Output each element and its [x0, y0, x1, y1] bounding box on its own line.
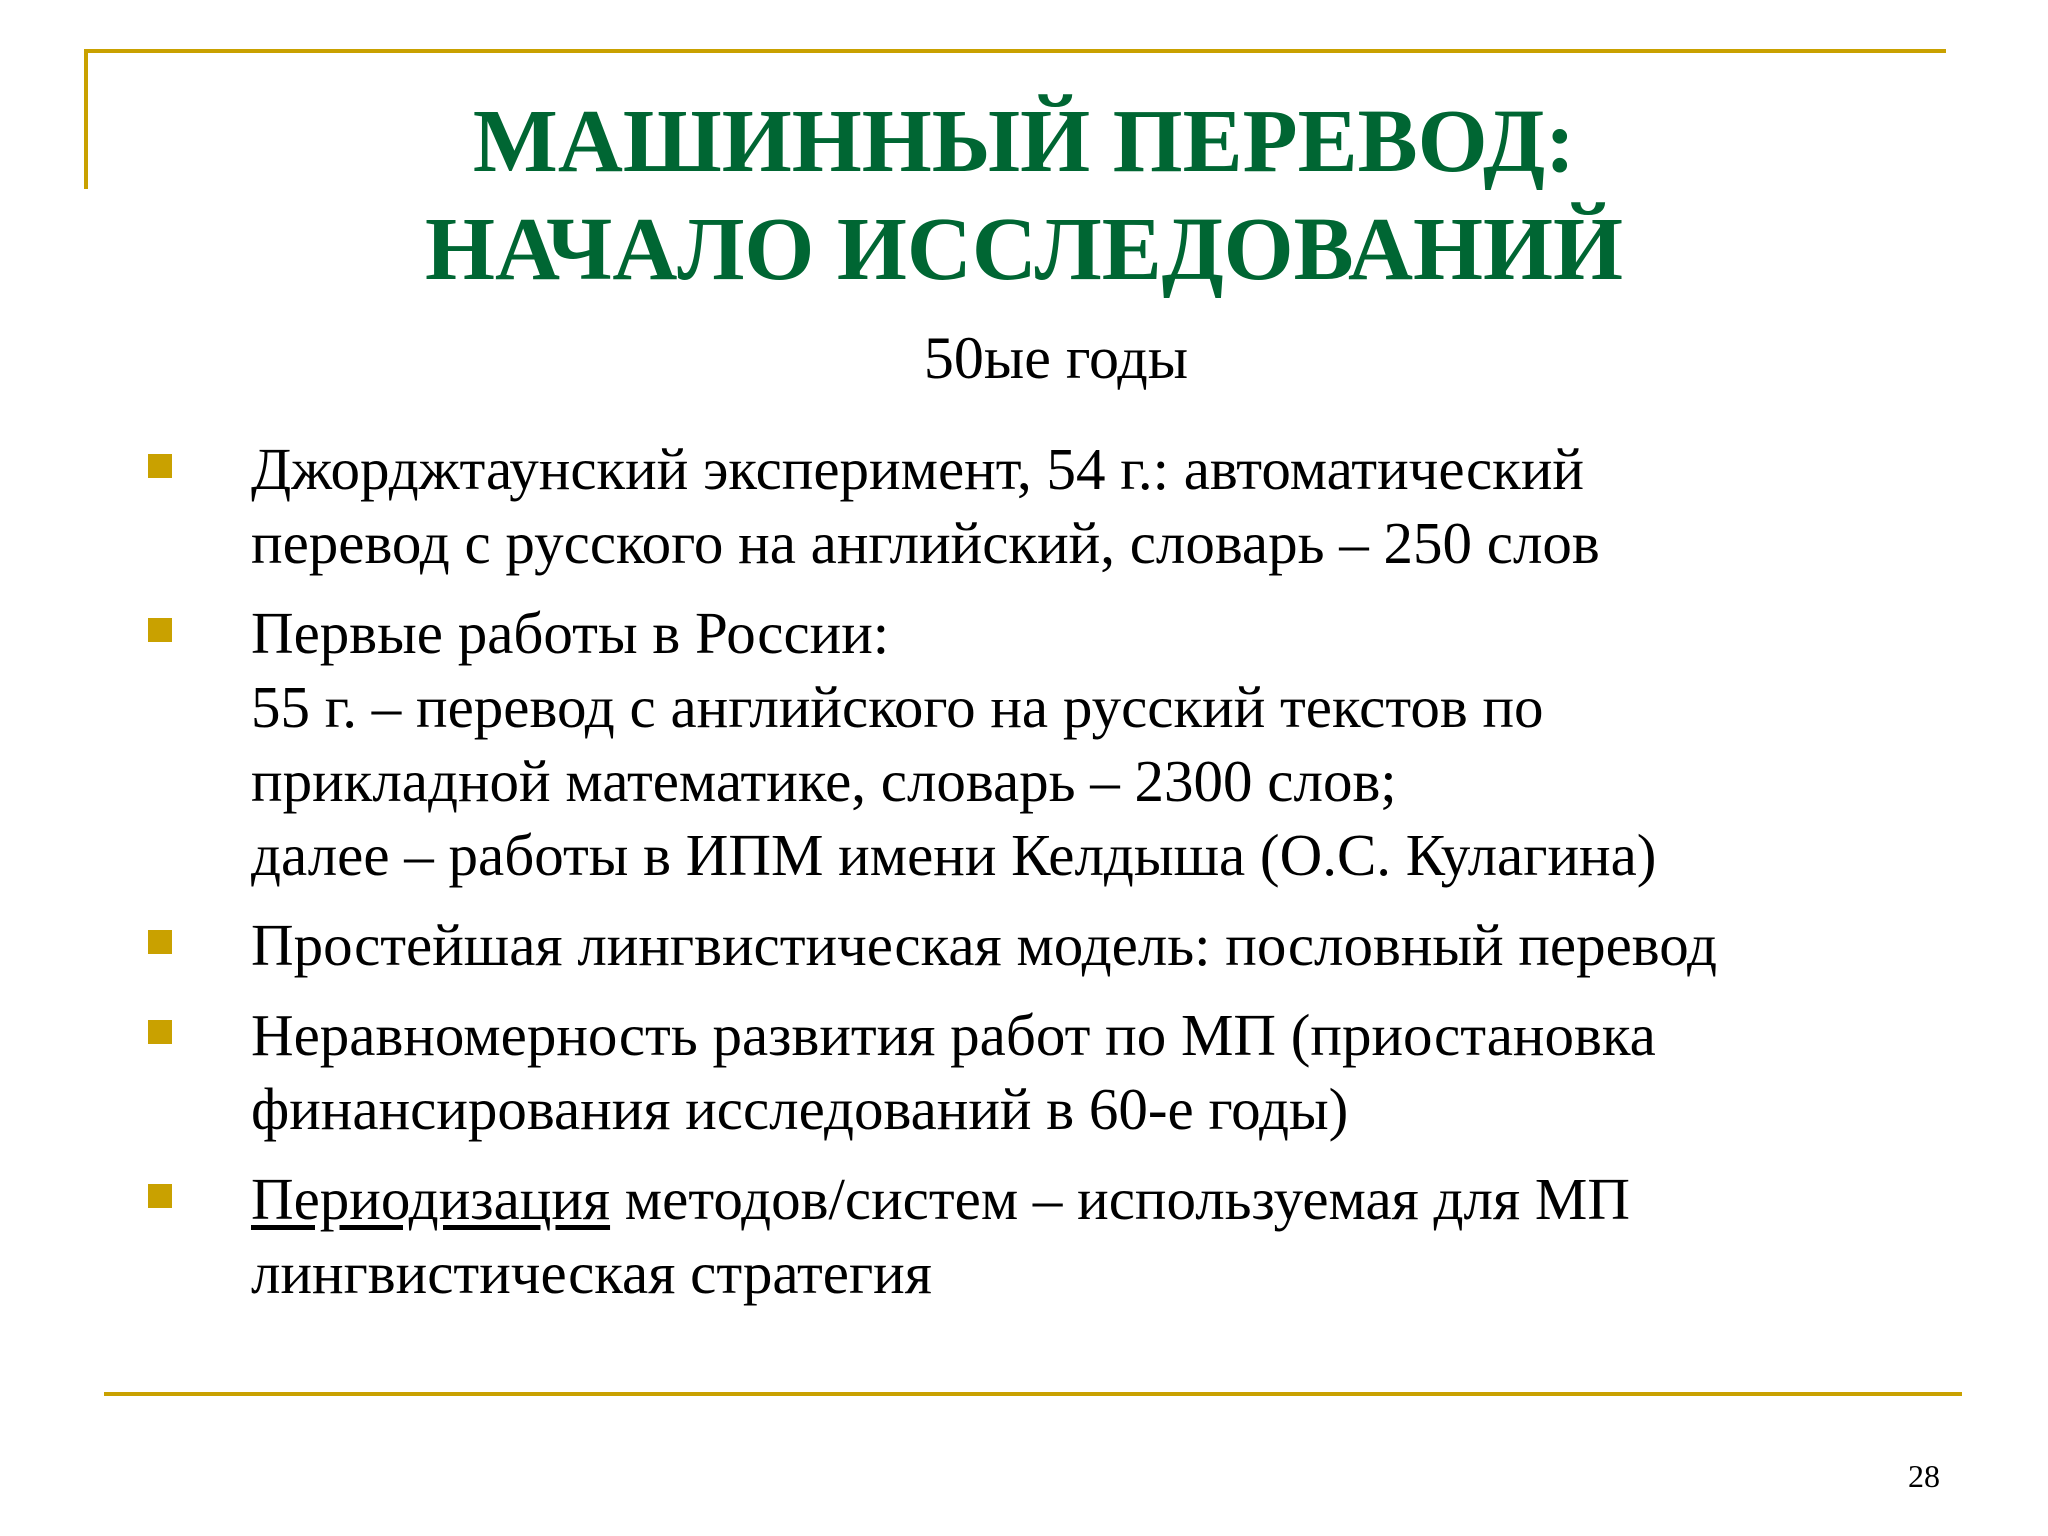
- square-bullet-icon: [148, 1020, 172, 1044]
- bottom-rule: [104, 1392, 1962, 1396]
- bullet-line: лингвистическая стратегия: [251, 1240, 932, 1306]
- bullet-line: Неравномерность развития работ по МП (приостановка: [251, 1002, 1656, 1068]
- bullet-line: 55 г. – перевод с английского на русский текстов по: [251, 674, 1544, 740]
- bullet-line: прикладной математике, словарь – 2300 слов;: [251, 748, 1397, 814]
- bullet-line: Первые работы в России:: [251, 600, 890, 666]
- square-bullet-icon: [148, 930, 172, 954]
- bullet-list: [148, 432, 1968, 1326]
- bullet-item: [148, 432, 1968, 580]
- slide-title: [0, 88, 2048, 304]
- bullet-line: далее – работы в ИПМ имени Келдыша (О.С. Кулагина): [251, 822, 1657, 888]
- slide-subtitle: 50ые годы: [923, 325, 1189, 391]
- bullet-item: [148, 1162, 1968, 1310]
- bullet-item: [148, 908, 1968, 982]
- bullet-line: Простейшая лингвистическая модель: пословный перевод: [251, 912, 1718, 978]
- page-number: 28: [1908, 1458, 1940, 1494]
- square-bullet-icon: [148, 618, 172, 642]
- bullet-line: финансирования исследований в 60-е годы): [251, 1076, 1349, 1142]
- periodization-term: Периодизация: [251, 1166, 611, 1232]
- bullet-item: [148, 998, 1968, 1146]
- bullet-line: [251, 1162, 1968, 1236]
- bullet-line: перевод с русского на английский, словарь – 250 слов: [251, 510, 1600, 576]
- square-bullet-icon: [148, 1184, 172, 1208]
- square-bullet-icon: [148, 454, 172, 478]
- bullet-item: [148, 596, 1968, 892]
- bullet-line-rest: методов/систем – используемая для МП: [610, 1166, 1630, 1232]
- top-rule: [84, 49, 1946, 53]
- title-line-2: НАЧАЛО ИССЛЕДОВАНИЙ: [424, 200, 1624, 299]
- title-line-1: МАШИННЫЙ ПЕРЕВОД:: [472, 92, 1576, 191]
- bullet-line: Джорджтаунский эксперимент, 54 г.: автоматический: [251, 436, 1584, 502]
